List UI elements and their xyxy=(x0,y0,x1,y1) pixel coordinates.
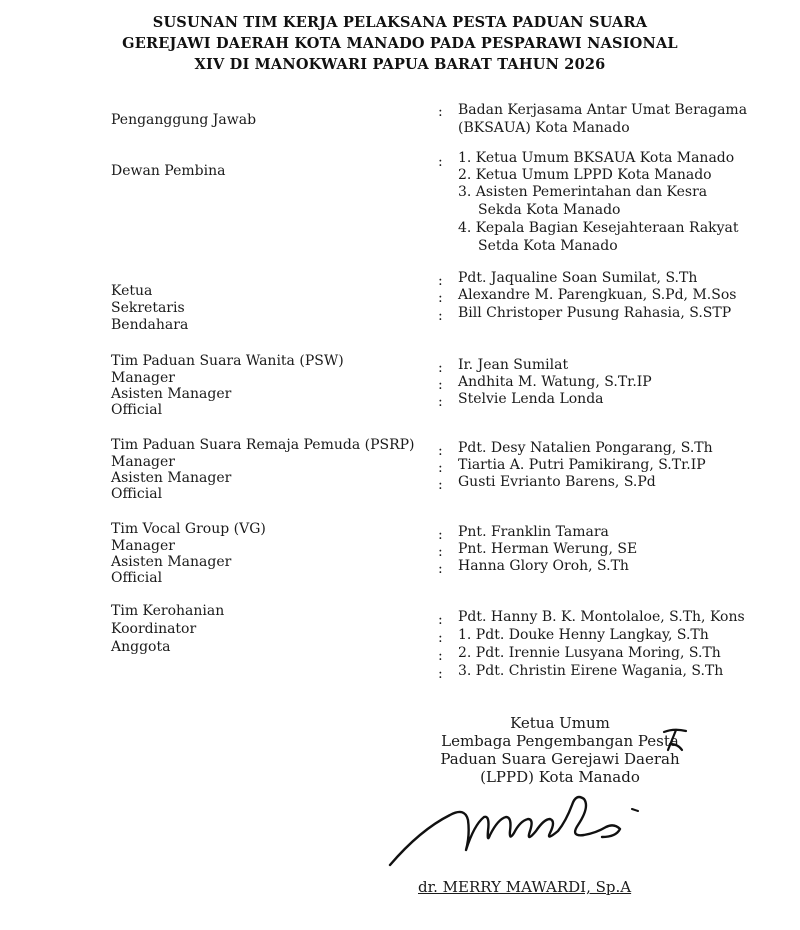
ketua-label: Ketua xyxy=(111,283,153,299)
bendahara-label: Bendahara xyxy=(111,317,189,333)
title-line-2: GEREJAWI DAERAH KOTA MANADO PADA PESPARAWI NASIONAL xyxy=(122,35,678,52)
psrp-official-label: Official xyxy=(111,486,163,502)
signatory-name: dr. MERRY MAWARDI, Sp.A xyxy=(418,878,632,896)
colon: : xyxy=(438,273,443,289)
vg-asisten-value: Pnt. Herman Werung, SE xyxy=(458,541,638,557)
penanggung-jawab-label: Penganggung Jawab xyxy=(111,112,257,128)
psw-heading: Tim Paduan Suara Wanita (PSW) xyxy=(111,353,344,369)
psrp-asisten-label: Asisten Manager xyxy=(111,470,232,486)
psw-manager-label: Manager xyxy=(111,370,175,386)
vg-official-value: Hanna Glory Oroh, S.Th xyxy=(458,558,629,574)
kerohanian-koordinator-label: Koordinator xyxy=(111,621,197,637)
dewan-pembina-item: 4. Kepala Bagian Kesejahteraan Rakyat xyxy=(458,220,739,236)
colon: : xyxy=(438,377,443,393)
sekretaris-value: Alexandre M. Parengkuan, S.Pd, M.Sos xyxy=(458,287,737,303)
signature-line-3: Paduan Suara Gerejawi Daerah xyxy=(440,750,680,768)
kerohanian-anggota-item: 1. Pdt. Douke Henny Langkay, S.Th xyxy=(458,627,709,643)
kerohanian-koordinator-value: Pdt. Hanny B. K. Montolaloe, S.Th, Kons xyxy=(458,609,745,625)
colon: : xyxy=(438,360,443,376)
signature-line-4: (LPPD) Kota Manado xyxy=(480,768,640,786)
vg-asisten-label: Asisten Manager xyxy=(111,554,232,570)
dewan-pembina-item: 1. Ketua Umum BKSAUA Kota Manado xyxy=(458,150,735,166)
psrp-manager-label: Manager xyxy=(111,454,175,470)
kerohanian-anggota-label: Anggota xyxy=(111,639,171,655)
psw-asisten-value: Andhita M. Watung, S.Tr.IP xyxy=(458,374,652,390)
dewan-pembina-item: Sekda Kota Manado xyxy=(478,202,621,218)
psrp-heading: Tim Paduan Suara Remaja Pemuda (PSRP) xyxy=(111,437,415,453)
colon: : xyxy=(438,666,443,682)
dewan-pembina-item: Setda Kota Manado xyxy=(478,238,618,254)
kerohanian-anggota-item: 3. Pdt. Christin Eirene Wagania, S.Th xyxy=(458,663,724,679)
kerohanian-heading: Tim Kerohanian xyxy=(111,603,225,619)
colon: : xyxy=(438,648,443,664)
colon: : xyxy=(438,443,443,459)
handwritten-initial-mark xyxy=(656,726,696,756)
vg-manager-value: Pnt. Franklin Tamara xyxy=(458,524,609,540)
signature-line-1: Ketua Umum xyxy=(510,714,610,732)
psw-official-value: Stelvie Lenda Londa xyxy=(458,391,604,407)
psw-official-label: Official xyxy=(111,402,163,418)
colon: : xyxy=(438,527,443,543)
handwritten-signature xyxy=(380,775,650,875)
colon: : xyxy=(438,544,443,560)
signature-line-2: Lembaga Pengembangan Pesta xyxy=(441,732,679,750)
dewan-pembina-label: Dewan Pembina xyxy=(111,163,226,179)
colon: : xyxy=(438,154,443,170)
colon: : xyxy=(438,104,443,120)
title-line-3: XIV DI MANOKWARI PAPUA BARAT TAHUN 2026 xyxy=(194,56,606,73)
ketua-value: Pdt. Jaqualine Soan Sumilat, S.Th xyxy=(458,270,698,286)
colon: : xyxy=(438,460,443,476)
colon: : xyxy=(438,630,443,646)
colon: : xyxy=(438,290,443,306)
bendahara-value: Bill Christoper Pusung Rahasia, S.STP xyxy=(458,305,732,321)
vg-manager-label: Manager xyxy=(111,538,175,554)
vg-official-label: Official xyxy=(111,570,163,586)
psrp-official-value: Gusti Evrianto Barens, S.Pd xyxy=(458,474,656,490)
colon: : xyxy=(438,561,443,577)
sekretaris-label: Sekretaris xyxy=(111,300,185,316)
document-title xyxy=(40,12,760,75)
psrp-asisten-value: Tiartia A. Putri Pamikirang, S.Tr.IP xyxy=(458,457,706,473)
dewan-pembina-item: 3. Asisten Pemerintahan dan Kesra xyxy=(458,184,708,200)
penanggung-jawab-value-line-2: (BKSAUA) Kota Manado xyxy=(458,120,630,136)
psrp-manager-value: Pdt. Desy Natalien Pongarang, S.Th xyxy=(458,440,713,456)
dewan-pembina-item: 2. Ketua Umum LPPD Kota Manado xyxy=(458,167,712,183)
kerohanian-anggota-item: 2. Pdt. Irennie Lusyana Moring, S.Th xyxy=(458,645,721,661)
psw-asisten-label: Asisten Manager xyxy=(111,386,232,402)
title-line-1: SUSUNAN TIM KERJA PELAKSANA PESTA PADUAN SUARA xyxy=(152,14,648,31)
colon: : xyxy=(438,477,443,493)
penanggung-jawab-value-line-1: Badan Kerjasama Antar Umat Beragama xyxy=(458,102,748,118)
colon: : xyxy=(438,394,443,410)
colon: : xyxy=(438,308,443,324)
psw-manager-value: Ir. Jean Sumilat xyxy=(458,357,569,373)
vg-heading: Tim Vocal Group (VG) xyxy=(111,521,266,537)
colon: : xyxy=(438,612,443,628)
